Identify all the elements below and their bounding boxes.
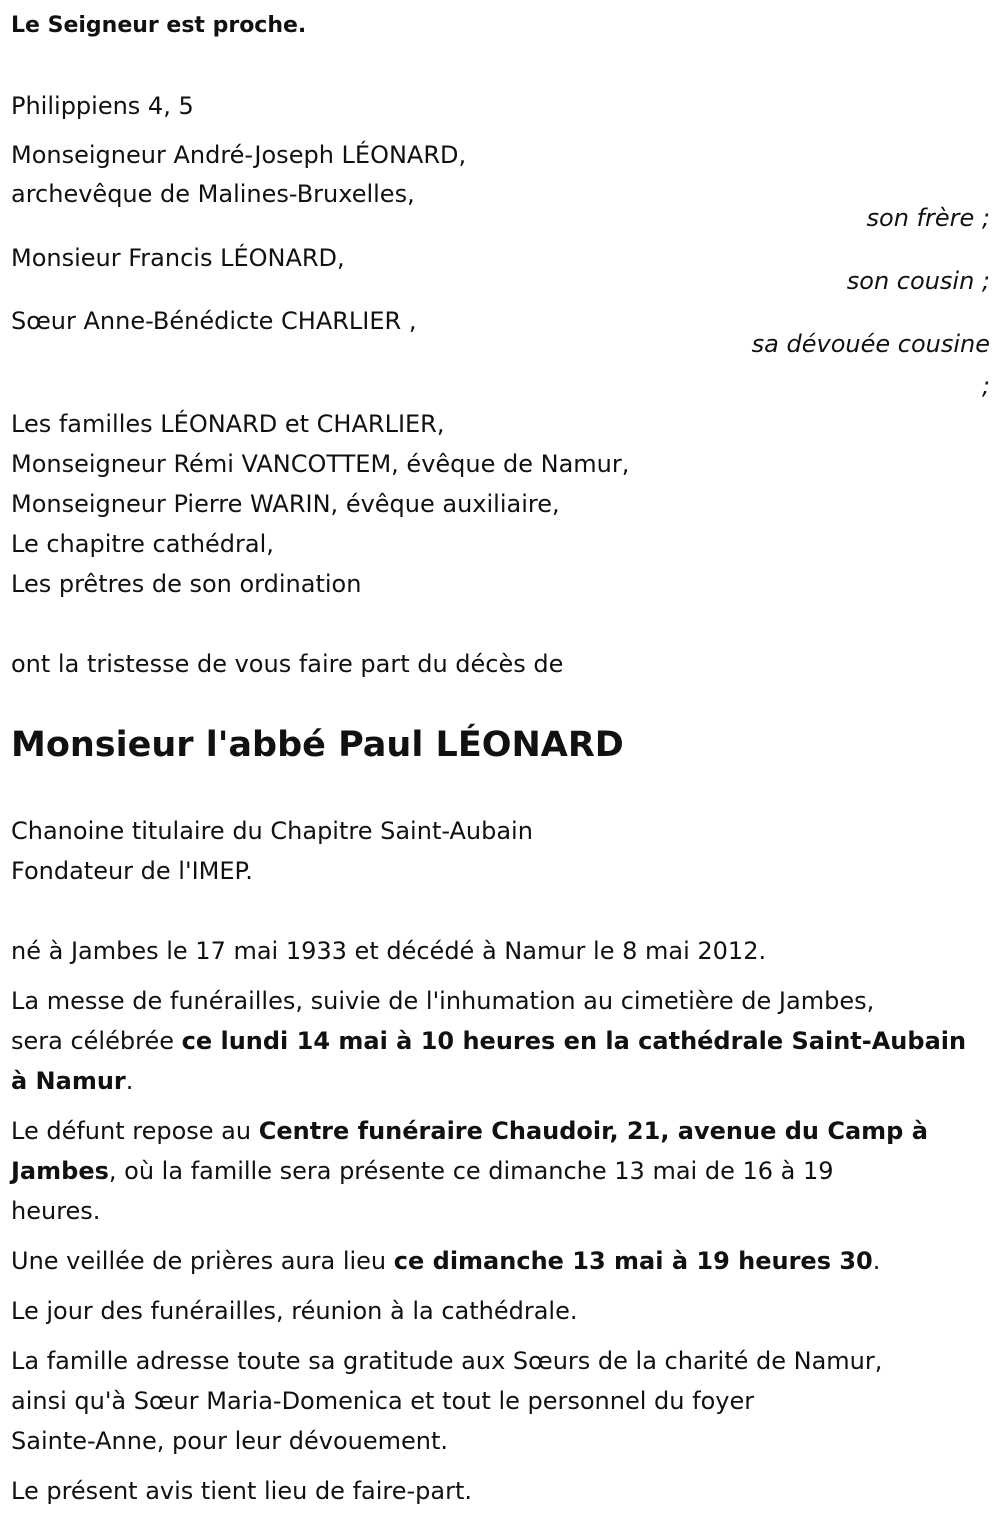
others-line: Le chapitre cathédral,: [11, 530, 274, 558]
others-line: Les prêtres de son ordination: [11, 570, 362, 598]
brother-relation: son frère ;: [866, 204, 990, 232]
deceased-name: Monsieur l'abbé Paul LÉONARD: [11, 725, 624, 765]
repose-line-2-text: , où la famille sera présente ce dimanche 13 mai de 16 à 19: [108, 1157, 834, 1185]
sister-relation: sa dévouée cousine: [751, 330, 990, 358]
repose-line-3: heures.: [11, 1197, 101, 1225]
repose-line-1-text: Le défunt repose au: [11, 1117, 259, 1145]
gathering-line: Le jour des funérailles, réunion à la cathédrale.: [11, 1297, 578, 1325]
funeral-line-2: [11, 1021, 966, 1061]
brother-title: archevêque de Malines-Bruxelles,: [11, 180, 415, 208]
repose-city: Jambes: [11, 1157, 109, 1185]
gratitude-line-1: La famille adresse toute sa gratitude aux Sœurs de la charité de Namur,: [11, 1347, 883, 1375]
announcement: ont la tristesse de vous faire part du décès de: [11, 650, 564, 678]
vigil-line: [11, 1241, 880, 1281]
others-line: Monseigneur Pierre WARIN, évêque auxiliaire,: [11, 490, 560, 518]
vigil-text: Une veillée de prières aura lieu: [11, 1247, 394, 1275]
funeral-time-place: ce lundi 14 mai à 10 heures en la cathédrale Saint-Aubain: [181, 1027, 967, 1055]
vigil-time: ce dimanche 13 mai à 19 heures 30: [393, 1247, 873, 1275]
repose-place: Centre funéraire Chaudoir, 21, avenue du Camp à: [258, 1117, 928, 1145]
funeral-line-3-end: .: [125, 1067, 134, 1095]
funeral-line-3: [11, 1061, 133, 1101]
repose-line-2: [11, 1151, 834, 1191]
brother-name: Monseigneur André-Joseph LÉONARD,: [11, 141, 467, 169]
verse-heading: Le Seigneur est proche.: [11, 13, 307, 38]
funeral-line-1: La messe de funérailles, suivie de l'inhumation au cimetière de Jambes,: [11, 987, 875, 1015]
vigil-end: .: [872, 1247, 881, 1275]
cousin-relation: son cousin ;: [846, 267, 990, 295]
deceased-title-2: Fondateur de l'IMEP.: [11, 857, 253, 885]
others-line: Les familles LÉONARD et CHARLIER,: [11, 410, 445, 438]
repose-line-1: [11, 1111, 928, 1151]
others-line: Monseigneur Rémi VANCOTTEM, évêque de Namur,: [11, 450, 630, 478]
gratitude-line-2: ainsi qu'à Sœur Maria-Domenica et tout le personnel du foyer: [11, 1387, 755, 1415]
birth-death-dates: né à Jambes le 17 mai 1933 et décédé à Namur le 8 mai 2012.: [11, 937, 767, 965]
sister-relation-end: ;: [981, 372, 990, 400]
funeral-city: à Namur: [11, 1067, 126, 1095]
verse-reference: Philippiens 4, 5: [11, 92, 194, 120]
cousin-name: Monsieur Francis LÉONARD,: [11, 244, 345, 272]
deceased-title-1: Chanoine titulaire du Chapitre Saint-Aubain: [11, 817, 533, 845]
closing-line: Le présent avis tient lieu de faire-part.: [11, 1477, 473, 1505]
funeral-line-2-text: sera célébrée: [11, 1027, 182, 1055]
gratitude-line-3: Sainte-Anne, pour leur dévouement.: [11, 1427, 449, 1455]
sister-name: Sœur Anne-Bénédicte CHARLIER ,: [11, 307, 417, 335]
